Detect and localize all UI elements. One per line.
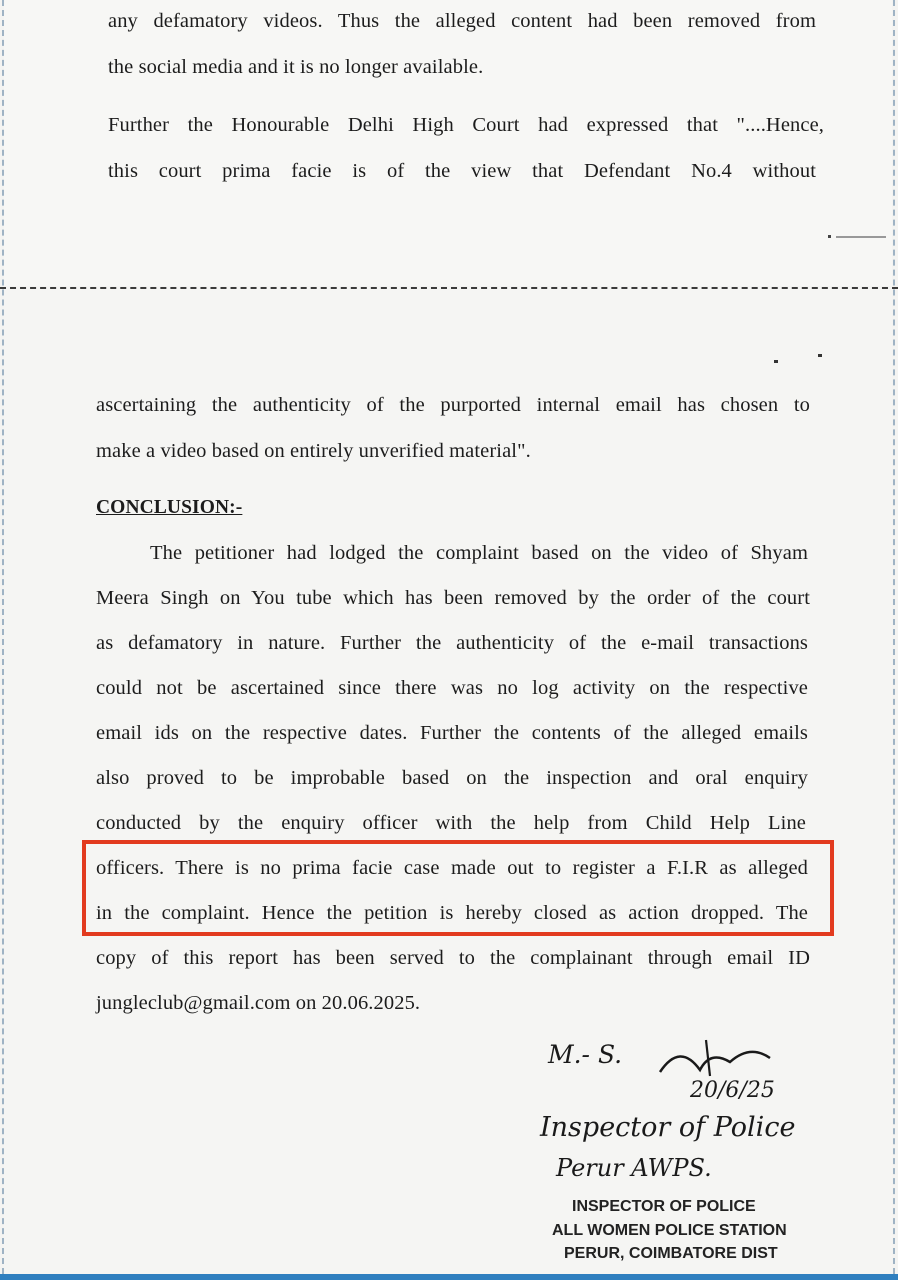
top-line-4: this court prima facie is of the view that Defendant No.4 without bbox=[108, 160, 816, 182]
conclusion-line-11: jungleclub@gmail.com on 20.06.2025. bbox=[96, 992, 421, 1014]
top-line-2: the social media and it is no longer available. bbox=[108, 56, 484, 78]
conclusion-line-2: Meera Singh on You tube which has been removed by the order of the court bbox=[96, 587, 810, 609]
conclusion-line-8: officers. There is no prima facie case made out to register a F.I.R as alleged bbox=[96, 857, 808, 879]
page-break-divider bbox=[0, 287, 898, 289]
highlight-box bbox=[82, 840, 834, 936]
conclusion-line-7: conducted by the enquiry officer with the help from Child Help Line bbox=[96, 812, 806, 834]
conclusion-line-6: also proved to be improbable based on the inspection and oral enquiry bbox=[96, 767, 808, 789]
right-page-border bbox=[893, 0, 895, 1274]
signature-flourish bbox=[640, 1032, 790, 1082]
conclusion-line-4: could not be ascertained since there was no log activity on the respective bbox=[96, 677, 808, 699]
continuation-line-1: ascertaining the authenticity of the purported internal email has chosen to bbox=[96, 394, 810, 416]
stamp-line-3: PERUR, COIMBATORE DIST bbox=[564, 1245, 778, 1262]
signature-date: 20/6/25 bbox=[690, 1078, 775, 1103]
scan-speck-mark bbox=[826, 232, 890, 242]
top-sheet bbox=[4, 0, 892, 286]
left-page-border bbox=[2, 0, 4, 1274]
continuation-line-2: make a video based on entirely unverified material". bbox=[96, 440, 531, 462]
conclusion-line-3: as defamatory in nature. Further the authenticity of the e-mail transactions bbox=[96, 632, 808, 654]
conclusion-line-10: copy of this report has been served to the complainant through email ID bbox=[96, 947, 810, 969]
scan-speck-mark-2 bbox=[770, 352, 830, 366]
handwritten-title: Inspector of Police bbox=[540, 1112, 796, 1143]
stamp-line-1: INSPECTOR OF POLICE bbox=[572, 1198, 756, 1215]
top-line-1: any defamatory videos. Thus the alleged content had been removed from bbox=[108, 10, 816, 32]
signature-scribble: M.- S. bbox=[548, 1040, 623, 1069]
bottom-bar bbox=[0, 1274, 898, 1280]
top-line-3: Further the Honourable Delhi High Court had expressed that "....Hence, bbox=[108, 114, 824, 136]
handwritten-station: Perur AWPS. bbox=[556, 1154, 712, 1182]
conclusion-line-1: The petitioner had lodged the complaint based on the video of Shyam bbox=[150, 542, 808, 564]
stamp-line-2: ALL WOMEN POLICE STATION bbox=[552, 1222, 787, 1239]
conclusion-line-9: in the complaint. Hence the petition is hereby closed as action dropped. The bbox=[96, 902, 808, 924]
conclusion-heading: CONCLUSION:- bbox=[96, 497, 243, 518]
conclusion-line-5: email ids on the respective dates. Further the contents of the alleged emails bbox=[96, 722, 808, 744]
